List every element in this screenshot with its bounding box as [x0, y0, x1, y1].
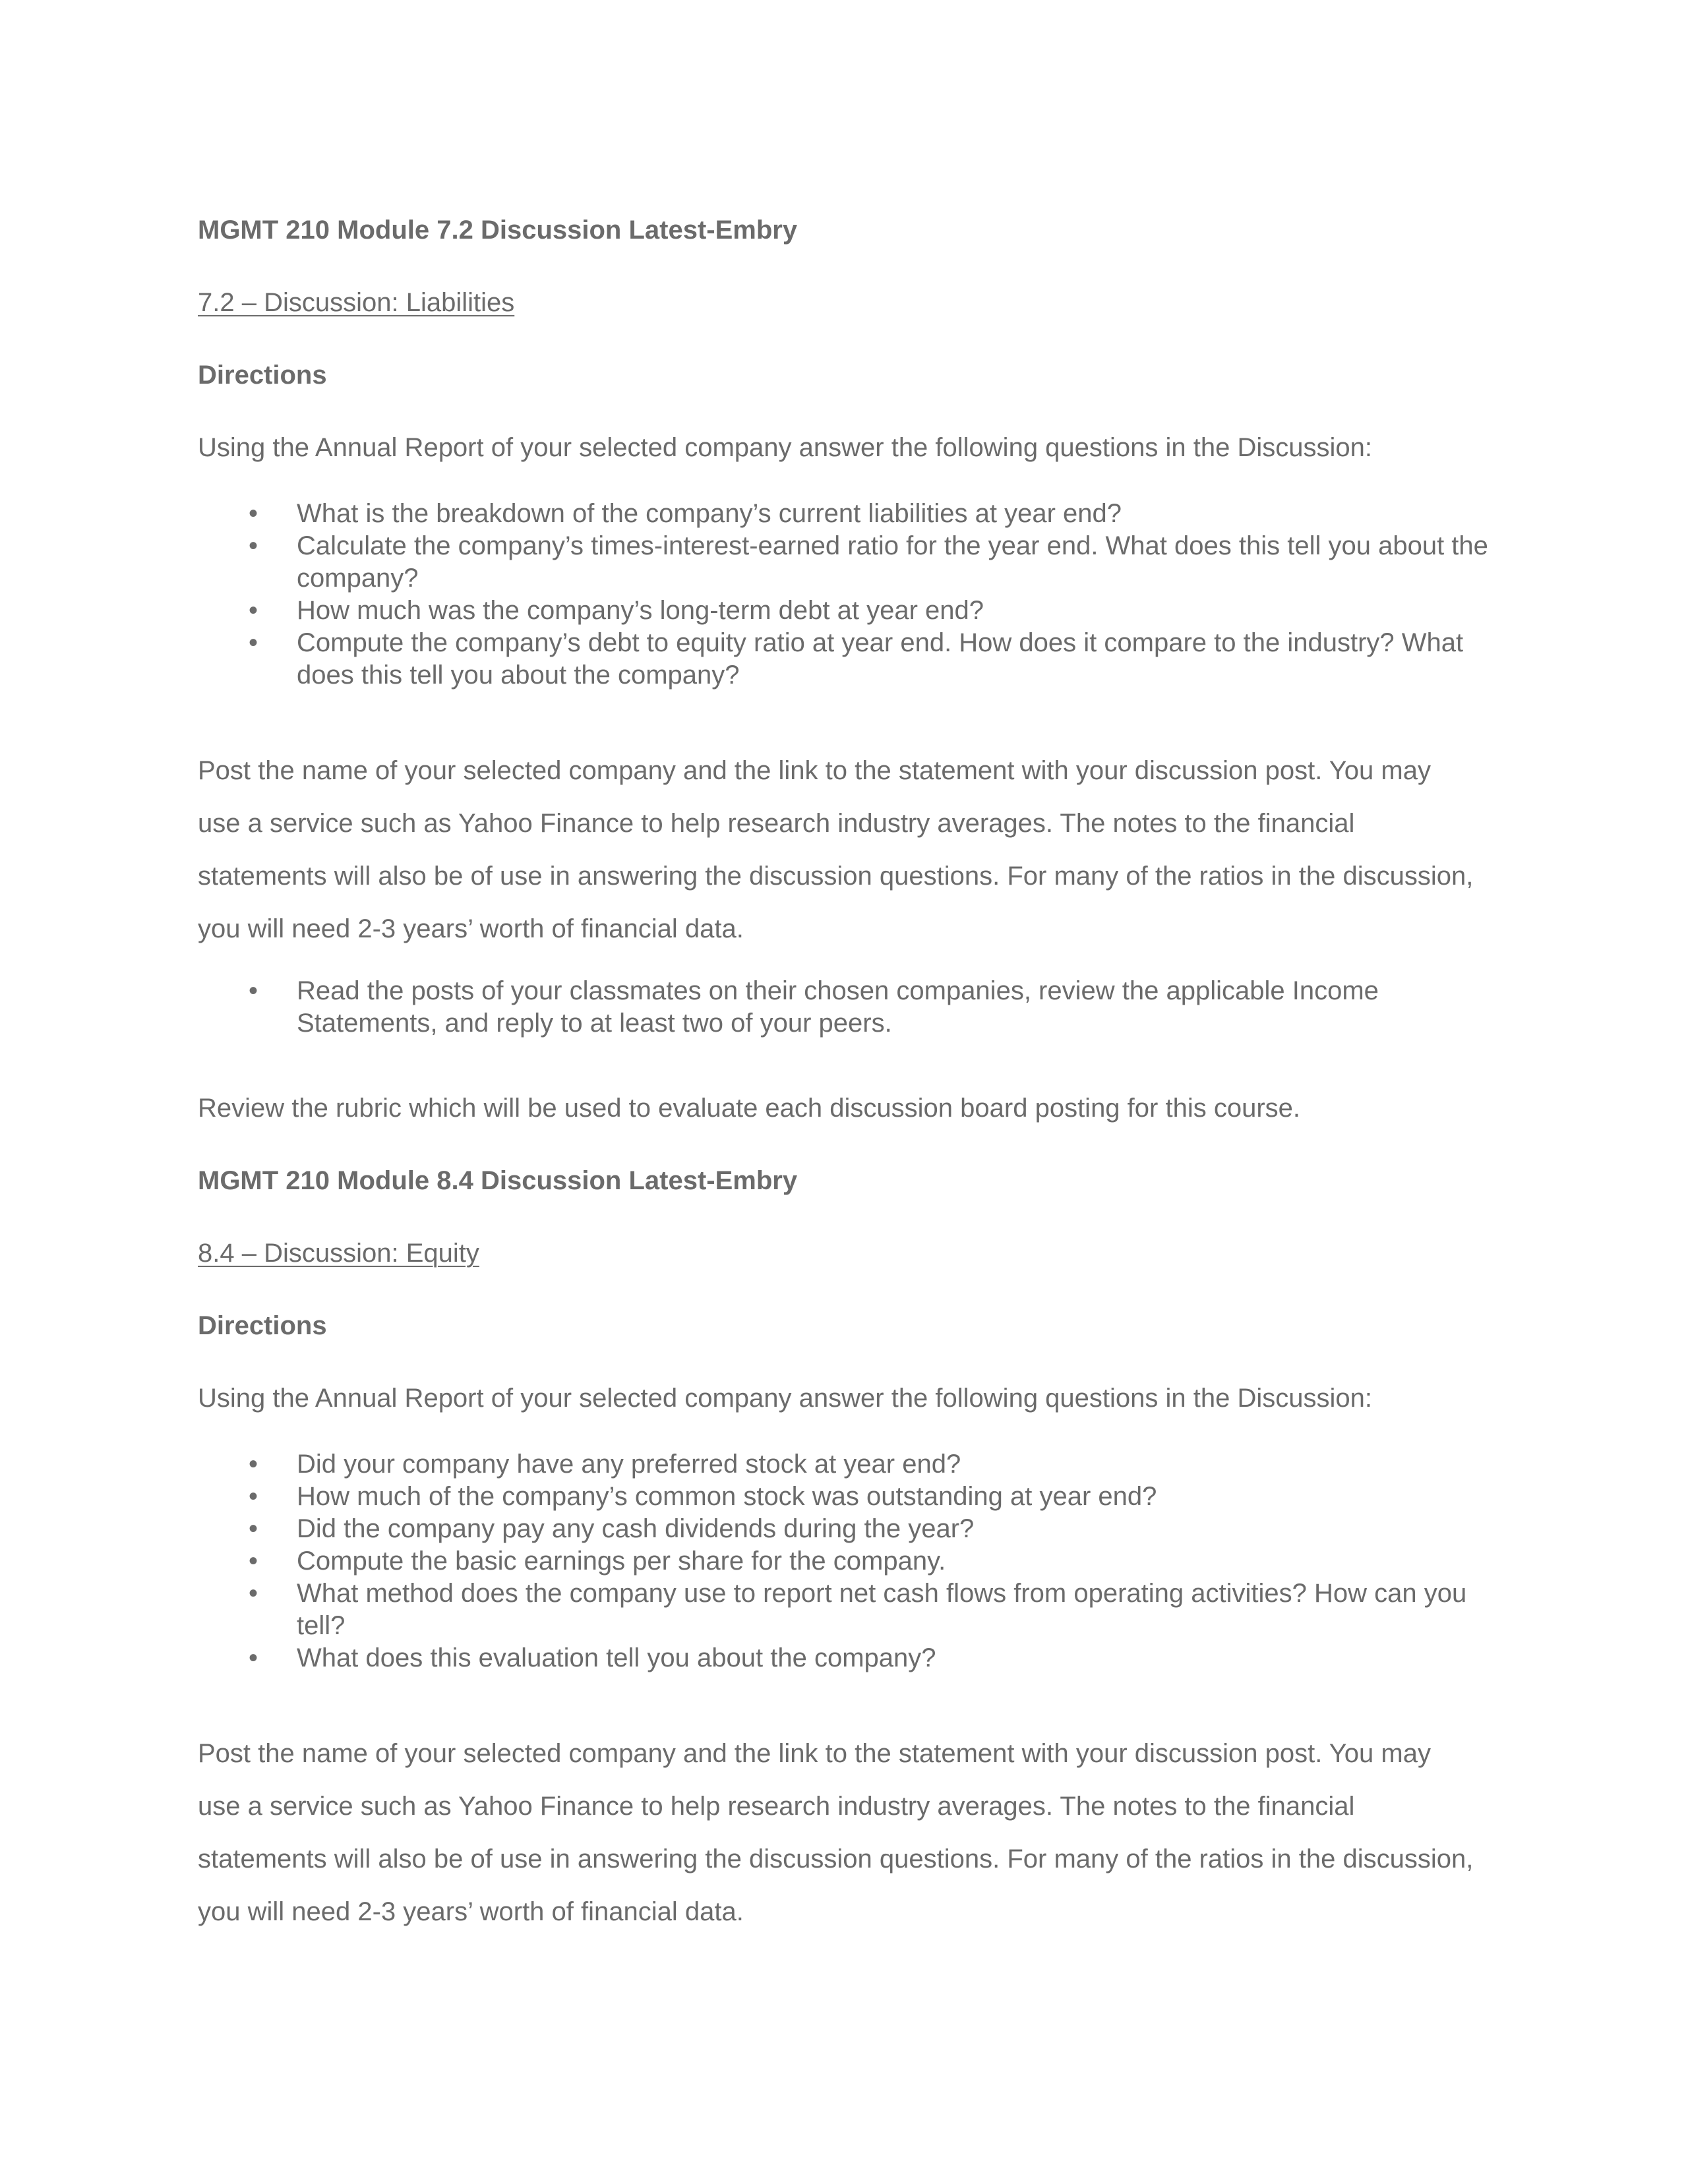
list-item: • What method does the company use to report net cash flows from operating activities? How can you tell? [198, 1578, 1490, 1642]
document-page [198, 214, 1490, 1958]
section1-intro: Using the Annual Report of your selected company answer the following questions in the Discussion: [198, 433, 1372, 462]
section2-post-paragraph: Post the name of your selected company and the link to the statement with your discussion post. You may use a service such as Yahoo Finance to help research industry averages. The notes to the financial statements will also be of use in answering the discussion questions. For many of the ratios in the discussion, you will need 2-3 years’ worth of financial data. [198, 1739, 1474, 1926]
list-item: • What does this evaluation tell you about the company? [198, 1642, 1490, 1674]
section2-subheading: 8.4 – Discussion: Equity [198, 1239, 479, 1268]
list-item: • Did your company have any preferred stock at year end? [198, 1448, 1490, 1481]
bullet-icon: • [248, 1643, 258, 1672]
section1-title: MGMT 210 Module 7.2 Discussion Latest-Embry [198, 216, 798, 245]
bullet-icon: • [248, 531, 258, 560]
list-item: • What is the breakdown of the company’s current liabilities at year end? [198, 498, 1490, 530]
section1-review-line: Review the rubric which will be used to evaluate each discussion board posting for this course. [198, 1094, 1300, 1123]
list-item: • How much was the company’s long-term debt at year end? [198, 595, 1490, 627]
section1-directions-label: Directions [198, 361, 327, 390]
bullet-icon: • [248, 628, 258, 657]
bullet-icon: • [248, 499, 258, 528]
bullet-icon: • [248, 1450, 258, 1479]
section2-directions-label: Directions [198, 1311, 327, 1340]
section2-question-list [198, 1448, 1490, 1674]
bullet-icon: • [248, 1514, 258, 1543]
bullet-icon: • [248, 1482, 258, 1511]
list-item: • Compute the company’s debt to equity ratio at year end. How does it compare to the industry? What does this tell you about the company? [198, 627, 1490, 692]
list-item: • Read the posts of your classmates on their chosen companies, review the applicable Income Statements, and reply to at least two of your peers. [198, 975, 1490, 1040]
section2-title: MGMT 210 Module 8.4 Discussion Latest-Embry [198, 1166, 798, 1195]
section1-question-list [198, 498, 1490, 692]
bullet-icon: • [248, 1579, 258, 1608]
bullet-icon: • [248, 596, 258, 625]
list-item: • How much of the company’s common stock was outstanding at year end? [198, 1481, 1490, 1513]
bullet-icon: • [248, 1547, 258, 1576]
list-item: • Calculate the company’s times-interest-earned ratio for the year end. What does this tell you about the company? [198, 530, 1490, 595]
section1-subheading: 7.2 – Discussion: Liabilities [198, 288, 515, 317]
section1-reply-list [198, 975, 1490, 1040]
list-item: • Compute the basic earnings per share for the company. [198, 1545, 1490, 1578]
bullet-icon: • [248, 976, 258, 1005]
section2-intro: Using the Annual Report of your selected company answer the following questions in the Discussion: [198, 1384, 1372, 1413]
list-item: • Did the company pay any cash dividends during the year? [198, 1513, 1490, 1545]
section1-post-paragraph: Post the name of your selected company and the link to the statement with your discussion post. You may use a service such as Yahoo Finance to help research industry averages. The notes to the financial statements will also be of use in answering the discussion questions. For many of the ratios in the discussion, you will need 2-3 years’ worth of financial data. [198, 756, 1474, 943]
